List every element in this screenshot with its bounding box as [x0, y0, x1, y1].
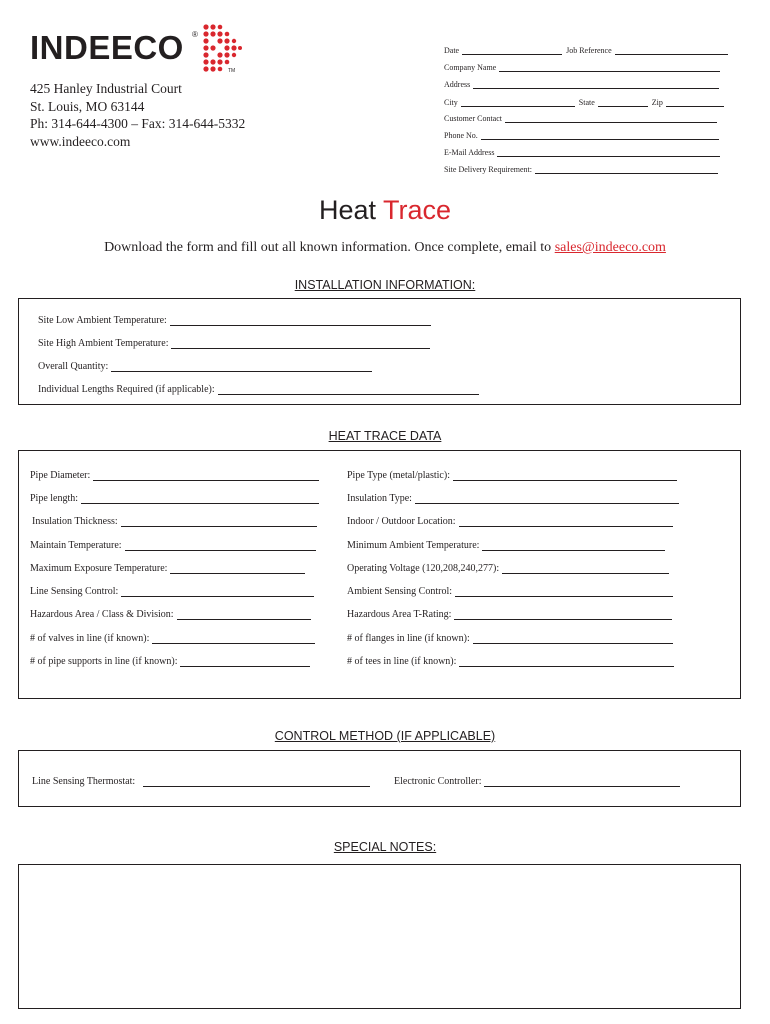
- installation-heading-text: INSTALLATION INFORMATION:: [294, 278, 476, 292]
- company-city: St. Louis, MO 63144: [30, 98, 145, 114]
- hazardous-t-rating-field[interactable]: [347, 607, 672, 620]
- site-low-ambient-label: Site Low Ambient Temperature:: [38, 315, 167, 326]
- customer-contact-field[interactable]: [444, 112, 717, 123]
- operating-voltage-label: Operating Voltage (120,208,240,277):: [347, 563, 500, 574]
- hazardous-t-rating-label: Hazardous Area T-Rating:: [347, 609, 452, 620]
- tees-field[interactable]: [347, 654, 674, 667]
- indoor-outdoor-label: Indoor / Outdoor Location:: [347, 516, 456, 527]
- city-state-zip-field[interactable]: [444, 96, 724, 107]
- valves-field[interactable]: [30, 631, 315, 644]
- address-line[interactable]: [473, 81, 719, 89]
- max-exposure-temperature-field[interactable]: [30, 561, 305, 574]
- hazardous-area-class-label: Hazardous Area / Class & Division:: [30, 609, 174, 620]
- tees-line[interactable]: [459, 657, 674, 667]
- insulation-thickness-line[interactable]: [121, 517, 317, 527]
- operating-voltage-field[interactable]: [347, 561, 669, 574]
- email-field[interactable]: [444, 146, 720, 157]
- operating-voltage-line[interactable]: [502, 564, 669, 574]
- ambient-sensing-control-line[interactable]: [455, 587, 673, 597]
- electronic-controller-line[interactable]: [484, 777, 680, 787]
- address-field[interactable]: [444, 78, 719, 89]
- special-notes-box[interactable]: [18, 864, 741, 1009]
- indoor-outdoor-line[interactable]: [459, 517, 673, 527]
- pipe-type-label: Pipe Type (metal/plastic):: [347, 470, 450, 481]
- address-label: Address: [444, 80, 471, 89]
- company-website: www.indeeco.com: [30, 133, 131, 149]
- hazardous-t-rating-line[interactable]: [454, 610, 672, 620]
- zip-label: Zip: [651, 98, 663, 107]
- line-sensing-control-label: Line Sensing Control:: [30, 586, 119, 597]
- company-phone-fax: Ph: 314-644-4300 – Fax: 314-644-5332: [30, 116, 246, 131]
- pipe-length-label: Pipe length:: [30, 493, 79, 504]
- pipe-supports-line[interactable]: [180, 657, 310, 667]
- job-reference-line[interactable]: [615, 47, 728, 55]
- insulation-type-line[interactable]: [415, 494, 679, 504]
- date-label: Date: [444, 46, 460, 55]
- overall-quantity-label: Overall Quantity:: [38, 361, 109, 372]
- pipe-type-field[interactable]: [347, 468, 677, 481]
- flanges-field[interactable]: [347, 631, 673, 644]
- line-sensing-control-field[interactable]: [30, 584, 314, 597]
- sales-email-link[interactable]: sales@indeeco.com: [554, 240, 666, 255]
- site-high-ambient-field[interactable]: [38, 336, 430, 349]
- individual-lengths-label: Individual Lengths Required (if applicable):: [38, 384, 215, 395]
- flanges-label: # of flanges in line (if known):: [347, 633, 470, 644]
- email-label: E-Mail Address: [444, 148, 495, 157]
- date-line[interactable]: [462, 47, 562, 55]
- ambient-sensing-control-label: Ambient Sensing Control:: [347, 586, 452, 597]
- logo-wordmark: INDEECO: [30, 29, 184, 66]
- phone-field[interactable]: [444, 129, 719, 140]
- city-line[interactable]: [461, 99, 575, 107]
- pipe-type-line[interactable]: [453, 471, 677, 481]
- email-line[interactable]: [497, 149, 720, 157]
- valves-label: # of valves in line (if known):: [30, 633, 150, 644]
- installation-heading: [0, 278, 770, 292]
- instructions-body: Download the form and fill out all known information. Once complete, email to: [104, 240, 555, 255]
- customer-contact-line[interactable]: [505, 115, 717, 123]
- min-ambient-temperature-label: Minimum Ambient Temperature:: [347, 540, 480, 551]
- company-address-block: [30, 80, 245, 150]
- state-line[interactable]: [598, 99, 648, 107]
- line-sensing-control-line[interactable]: [121, 587, 314, 597]
- pipe-diameter-line[interactable]: [93, 471, 319, 481]
- hazardous-area-class-line[interactable]: [177, 610, 311, 620]
- city-label: City: [444, 98, 458, 107]
- job-reference-label: Job Reference: [566, 46, 612, 55]
- individual-lengths-field[interactable]: [38, 382, 479, 395]
- line-sensing-thermostat-label: Line Sensing Thermostat:: [32, 776, 136, 787]
- electronic-controller-field[interactable]: [394, 774, 680, 787]
- min-ambient-temperature-field[interactable]: [347, 538, 665, 551]
- zip-line[interactable]: [666, 99, 724, 107]
- logo-trademark: TM: [228, 68, 236, 74]
- site-low-ambient-field[interactable]: [38, 313, 431, 326]
- ambient-sensing-control-field[interactable]: [347, 584, 673, 597]
- overall-quantity-field[interactable]: [38, 359, 372, 372]
- site-delivery-field[interactable]: [444, 163, 718, 174]
- maintain-temperature-label: Maintain Temperature:: [30, 540, 122, 551]
- special-notes-heading-text: SPECIAL NOTES:: [333, 840, 437, 854]
- title-accent: Trace: [383, 195, 452, 225]
- tees-label: # of tees in line (if known):: [347, 656, 457, 667]
- pipe-supports-label: # of pipe supports in line (if known):: [30, 656, 178, 667]
- company-street: 425 Hanley Industrial Court: [30, 81, 182, 96]
- site-high-ambient-label: Site High Ambient Temperature:: [38, 338, 169, 349]
- pipe-length-line[interactable]: [81, 494, 319, 504]
- company-name-field[interactable]: [444, 61, 720, 72]
- company-name-label: Company Name: [444, 63, 497, 72]
- pipe-length-field[interactable]: [30, 491, 319, 504]
- indoor-outdoor-field[interactable]: [347, 514, 673, 527]
- title-main: Heat: [318, 195, 376, 225]
- electronic-controller-label: Electronic Controller:: [394, 776, 482, 787]
- phone-label: Phone No.: [444, 131, 478, 140]
- individual-lengths-line[interactable]: [218, 385, 479, 395]
- phone-line[interactable]: [481, 132, 719, 140]
- line-sensing-thermostat-field[interactable]: [32, 774, 370, 787]
- logo-dots-icon: [200, 24, 244, 74]
- control-method-heading: [0, 729, 770, 743]
- site-delivery-label: Site Delivery Requirement:: [444, 165, 532, 174]
- heat-trace-heading: [0, 429, 770, 443]
- max-exposure-temperature-label: Maximum Exposure Temperature:: [30, 563, 168, 574]
- insulation-thickness-label: Insulation Thickness:: [32, 516, 118, 527]
- insulation-type-label: Insulation Type:: [347, 493, 412, 504]
- logo-registered-mark: ®: [192, 30, 198, 39]
- line-sensing-thermostat-line[interactable]: [143, 777, 370, 787]
- pipe-diameter-field[interactable]: [30, 468, 319, 481]
- overall-quantity-line[interactable]: [111, 362, 372, 372]
- indeeco-logo: [30, 24, 245, 80]
- customer-contact-label: Customer Contact: [444, 114, 502, 123]
- page-title: [0, 193, 770, 227]
- site-high-ambient-line[interactable]: [171, 339, 430, 349]
- control-method-heading-text: CONTROL METHOD (IF APPLICABLE): [274, 729, 496, 743]
- valves-line[interactable]: [152, 634, 315, 644]
- hazardous-area-class-field[interactable]: [30, 607, 311, 620]
- pipe-diameter-label: Pipe Diameter:: [30, 470, 91, 481]
- special-notes-heading: [0, 840, 770, 854]
- insulation-thickness-field[interactable]: [32, 514, 317, 527]
- company-name-line[interactable]: [499, 64, 720, 72]
- maintain-temperature-field[interactable]: [30, 538, 316, 551]
- heat-trace-heading-text: HEAT TRACE DATA: [328, 429, 442, 443]
- maintain-temperature-line[interactable]: [125, 541, 316, 551]
- instructions-text: [0, 240, 770, 256]
- date-field[interactable]: [444, 44, 728, 55]
- site-delivery-line[interactable]: [535, 166, 718, 174]
- min-ambient-temperature-line[interactable]: [482, 541, 665, 551]
- pipe-supports-field[interactable]: [30, 654, 310, 667]
- max-exposure-temperature-line[interactable]: [170, 564, 305, 574]
- state-label: State: [578, 98, 595, 107]
- insulation-type-field[interactable]: [347, 491, 679, 504]
- site-low-ambient-line[interactable]: [170, 316, 431, 326]
- flanges-line[interactable]: [473, 634, 673, 644]
